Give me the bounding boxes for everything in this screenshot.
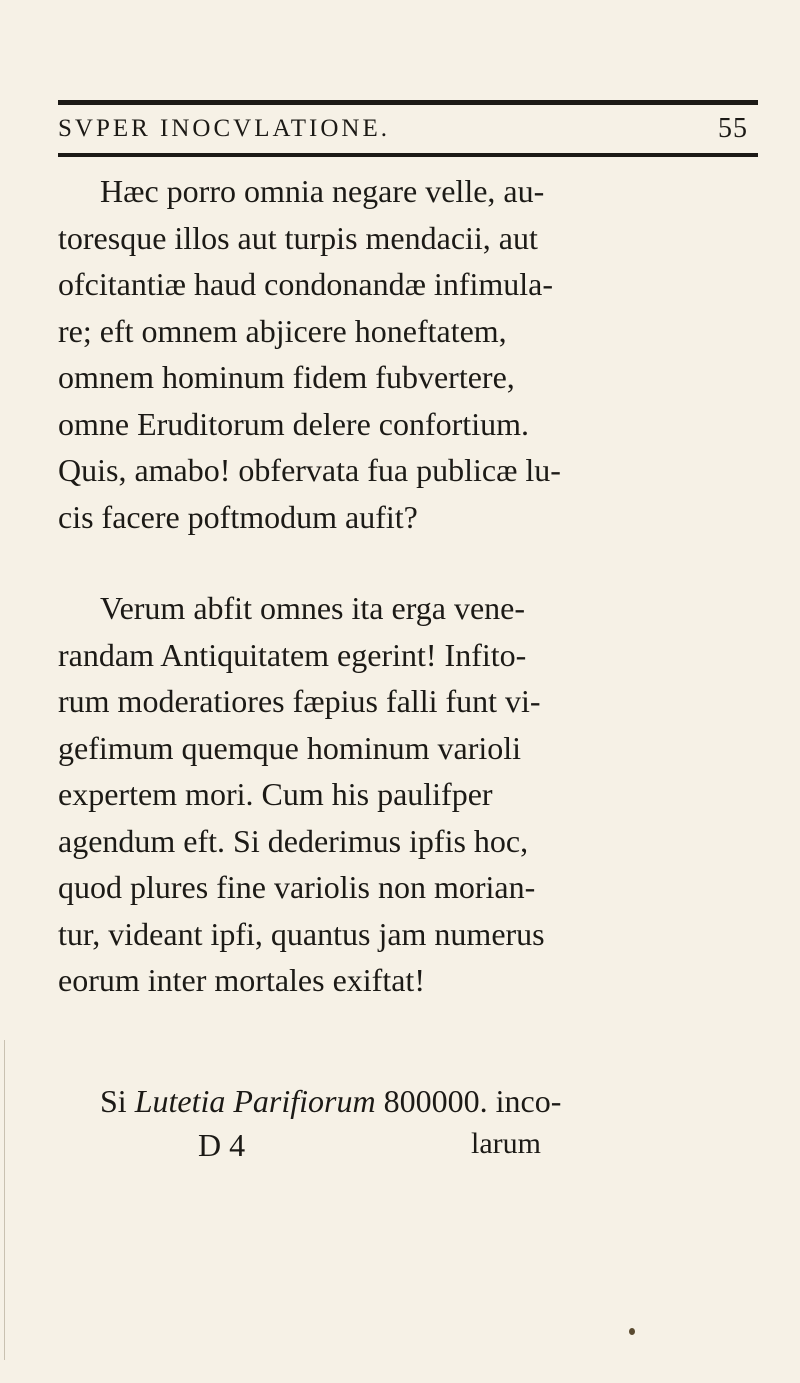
paragraph-gap	[58, 540, 758, 585]
text-line: tur, videant ipfi, quantus jam numerus	[58, 915, 545, 952]
text-line: Quis, amabo! obfervata fua publicæ lu-	[58, 452, 561, 488]
text-line: cis facere poftmodum aufit?	[58, 498, 418, 535]
text-line: randam Antiquitatem egerint! Infito-	[58, 636, 527, 673]
header-rule-top	[58, 100, 758, 105]
text-line: rum moderatiores fæpius falli funt vi-	[58, 683, 541, 719]
ink-spot	[629, 1328, 635, 1335]
text-line: gefimum quemque hominum varioli	[58, 729, 522, 766]
text-line: re; eft omnem abjicere honeftatem,	[58, 312, 507, 349]
text-line: omnem hominum fidem fubvertere,	[58, 359, 515, 395]
final-line-prefix: Si	[100, 1083, 127, 1119]
final-line-italic-place: Lutetia Parifiorum	[134, 1083, 376, 1119]
text-line: expertem mori. Cum his paulifper	[58, 776, 493, 812]
catchword: larum	[471, 1127, 541, 1160]
running-head	[58, 115, 748, 143]
running-head-title: SVPER INOCVLATIONE.	[58, 115, 390, 142]
text-line: ofcitantiæ haud condonandæ infimula-	[58, 266, 553, 302]
text-line: agendum eft. Si dederimus ipfis hoc,	[58, 822, 529, 859]
page-number: 55	[718, 113, 748, 144]
text-line: omne Eruditorum delere confortium.	[58, 405, 529, 442]
text-line: Verum abfit omnes ita erga vene-	[100, 590, 526, 626]
signature-mark: D 4	[198, 1127, 246, 1163]
header-rule-bottom	[58, 153, 758, 157]
body-text	[58, 168, 758, 1004]
text-line: quod plures fine variolis non morian-	[58, 869, 536, 905]
text-line: Hæc porro omnia negare velle, au-	[100, 173, 545, 209]
page-edge-line	[4, 1040, 5, 1360]
final-text-line	[100, 1083, 561, 1120]
text-line: eorum inter mortales exiftat!	[58, 962, 425, 998]
final-line-suffix: 800000. inco-	[383, 1083, 562, 1119]
text-line: toresque illos aut turpis mendacii, aut	[58, 219, 538, 256]
